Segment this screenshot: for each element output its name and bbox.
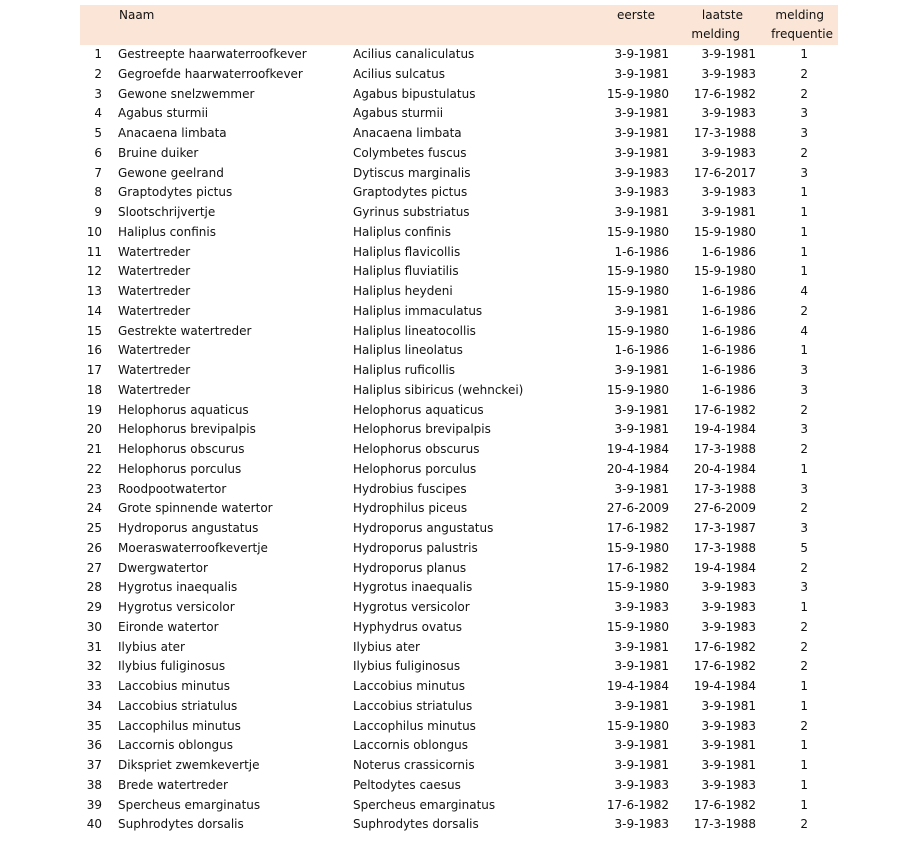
table-row	[80, 697, 838, 717]
report-frequency: 1	[800, 264, 808, 279]
table-row	[80, 776, 838, 796]
table-body	[80, 45, 838, 835]
common-name: Hygrotus versicolor	[118, 600, 235, 614]
scientific-name: Helophorus obscurus	[353, 442, 480, 456]
last-report-date: 15-9-1980	[693, 264, 756, 279]
row-number: 12	[86, 264, 102, 279]
last-report-date: 3-9-1983	[701, 185, 756, 200]
last-report-date: 3-9-1981	[701, 47, 756, 61]
first-report-date: 3-9-1981	[614, 639, 669, 654]
first-report-date: 3-9-1981	[614, 481, 669, 496]
table-row	[80, 65, 838, 85]
scientific-name: Gyrinus substriatus	[353, 205, 470, 219]
first-report-date: 3-9-1981	[614, 363, 669, 377]
table-row	[80, 539, 838, 559]
common-name: Gewone snelzwemmer	[118, 86, 255, 101]
scientific-name: Haliplus immaculatus	[353, 303, 483, 318]
first-report-date: 3-9-1981	[614, 145, 669, 160]
common-name: Watertreder	[118, 343, 191, 358]
report-frequency: 3	[800, 422, 808, 437]
row-number: 5	[94, 126, 102, 140]
table-row	[80, 638, 838, 658]
last-report-date: 3-9-1983	[701, 619, 756, 634]
row-number: 20	[86, 422, 102, 437]
common-name: Brede watertreder	[118, 777, 228, 792]
last-report-date: 3-9-1981	[701, 758, 756, 772]
report-frequency: 2	[800, 619, 808, 634]
common-name: Spercheus emarginatus	[118, 797, 261, 812]
report-frequency: 3	[800, 481, 808, 496]
row-number: 24	[86, 501, 102, 516]
scientific-name: Spercheus emarginatus	[353, 797, 496, 812]
first-report-date: 1-6-1986	[614, 343, 669, 358]
header-melding-2: melding	[775, 8, 824, 22]
report-frequency: 2	[800, 560, 808, 575]
row-number: 17	[86, 363, 102, 377]
common-name: Laccobius minutus	[118, 679, 230, 693]
report-frequency: 2	[800, 501, 808, 516]
last-report-date: 17-3-1988	[693, 540, 756, 555]
row-number: 14	[86, 303, 102, 318]
first-report-date: 17-6-1982	[606, 797, 669, 812]
first-report-date: 3-9-1983	[614, 600, 669, 614]
common-name: Hydroporus angustatus	[118, 521, 259, 535]
report-frequency: 2	[800, 303, 808, 318]
common-name: Ilybius ater	[118, 639, 185, 654]
row-number: 23	[86, 481, 102, 496]
row-number: 38	[86, 777, 102, 792]
table-row	[80, 262, 838, 282]
last-report-date: 3-9-1983	[701, 777, 756, 792]
common-name: Laccobius striatulus	[118, 698, 238, 713]
scientific-name: Suphrodytes dorsalis	[353, 817, 479, 832]
common-name: Slootschrijvertje	[118, 205, 216, 219]
scientific-name: Acilius sulcatus	[353, 66, 445, 81]
first-report-date: 3-9-1981	[614, 659, 669, 674]
last-report-date: 1-6-1986	[701, 303, 756, 318]
header-naam: Naam	[119, 8, 155, 22]
first-report-date: 15-9-1980	[606, 264, 669, 279]
common-name: Gestrekte watertreder	[118, 323, 252, 338]
table-row	[80, 322, 838, 342]
scientific-name: Laccobius minutus	[353, 679, 465, 693]
scientific-name: Hyphydrus ovatus	[353, 619, 463, 634]
row-number: 8	[94, 185, 102, 200]
report-frequency: 2	[800, 659, 808, 674]
first-report-date: 15-9-1980	[606, 284, 669, 298]
common-name: Gewone geelrand	[118, 165, 224, 180]
scientific-name: Haliplus lineatocollis	[353, 323, 476, 338]
report-frequency: 1	[800, 185, 808, 200]
table-row	[80, 519, 838, 539]
first-report-date: 15-9-1980	[606, 224, 669, 239]
last-report-date: 19-4-1984	[693, 422, 756, 437]
report-frequency: 2	[800, 817, 808, 832]
common-name: Anacaena limbata	[118, 126, 227, 140]
common-name: Watertreder	[118, 303, 191, 318]
common-name: Laccophilus minutus	[118, 718, 241, 733]
table-row	[80, 45, 838, 65]
table-row	[80, 104, 838, 124]
table-row	[80, 499, 838, 519]
scientific-name: Hydroporus planus	[353, 560, 467, 575]
report-frequency: 1	[800, 461, 808, 476]
report-frequency: 3	[800, 382, 808, 397]
header-frequentie: frequentie	[771, 27, 833, 41]
last-report-date: 1-6-1986	[701, 382, 756, 397]
scientific-name: Ilybius ater	[353, 639, 420, 654]
row-number: 2	[94, 66, 102, 81]
header-melding-1: melding	[691, 27, 740, 41]
report-frequency: 5	[800, 540, 808, 555]
last-report-date: 17-3-1988	[693, 126, 756, 140]
scientific-name: Agabus sturmii	[353, 106, 444, 121]
report-frequency: 1	[800, 738, 808, 753]
species-table	[80, 5, 838, 835]
row-number: 6	[94, 145, 102, 160]
last-report-date: 15-9-1980	[693, 224, 756, 239]
report-frequency: 4	[800, 284, 808, 298]
scientific-name: Haliplus ruficollis	[353, 363, 455, 377]
first-report-date: 19-4-1984	[606, 679, 669, 693]
table-row	[80, 144, 838, 164]
scientific-name: Dytiscus marginalis	[353, 165, 471, 180]
first-report-date: 15-9-1980	[606, 718, 669, 733]
last-report-date: 27-6-2009	[693, 501, 756, 516]
scientific-name: Peltodytes caesus	[353, 777, 461, 792]
table-row	[80, 578, 838, 598]
row-number: 7	[94, 165, 102, 180]
common-name: Watertreder	[118, 363, 191, 377]
report-frequency: 2	[800, 442, 808, 456]
first-report-date: 27-6-2009	[606, 501, 669, 516]
last-report-date: 3-9-1983	[701, 600, 756, 614]
common-name: Hygrotus inaequalis	[118, 580, 238, 595]
last-report-date: 17-6-1982	[693, 86, 756, 101]
common-name: Graptodytes pictus	[118, 185, 233, 200]
row-number: 22	[86, 461, 102, 476]
first-report-date: 15-9-1980	[606, 86, 669, 101]
last-report-date: 17-6-1982	[693, 402, 756, 417]
report-frequency: 2	[800, 145, 808, 160]
row-number: 16	[86, 343, 102, 358]
report-frequency: 1	[800, 343, 808, 358]
scientific-name: Acilius canaliculatus	[353, 47, 475, 61]
first-report-date: 15-9-1980	[606, 540, 669, 555]
first-report-date: 3-9-1983	[614, 165, 669, 180]
table-row	[80, 223, 838, 243]
scientific-name: Hygrotus inaequalis	[353, 580, 473, 595]
common-name: Haliplus confinis	[118, 224, 216, 239]
last-report-date: 1-6-1986	[701, 323, 756, 338]
common-name: Watertreder	[118, 244, 191, 259]
report-frequency: 1	[800, 224, 808, 239]
scientific-name: Laccophilus minutus	[353, 718, 476, 733]
first-report-date: 3-9-1981	[614, 106, 669, 121]
common-name: Eironde watertor	[118, 619, 219, 634]
last-report-date: 3-9-1981	[701, 205, 756, 219]
scientific-name: Haliplus flavicollis	[353, 244, 461, 259]
report-frequency: 1	[800, 205, 808, 219]
scientific-name: Laccobius striatulus	[353, 698, 473, 713]
common-name: Gegroefde haarwaterroofkever	[118, 66, 303, 81]
first-report-date: 20-4-1984	[606, 461, 669, 476]
first-report-date: 15-9-1980	[606, 619, 669, 634]
row-number: 34	[86, 698, 102, 713]
first-report-date: 17-6-1982	[606, 560, 669, 575]
row-number: 9	[94, 205, 102, 219]
common-name: Gestreepte haarwaterroofkever	[118, 47, 307, 61]
last-report-date: 19-4-1984	[693, 679, 756, 693]
row-number: 30	[86, 619, 102, 634]
scientific-name: Helophorus brevipalpis	[353, 422, 491, 437]
table-row	[80, 815, 838, 835]
report-frequency: 3	[800, 165, 808, 180]
first-report-date: 3-9-1981	[614, 47, 669, 61]
scientific-name: Agabus bipustulatus	[353, 86, 476, 101]
table-row	[80, 717, 838, 737]
row-number: 36	[86, 738, 102, 753]
row-number: 15	[86, 323, 102, 338]
common-name: Ilybius fuliginosus	[118, 659, 226, 674]
scientific-name: Graptodytes pictus	[353, 185, 468, 200]
common-name: Grote spinnende watertor	[118, 501, 273, 516]
first-report-date: 3-9-1983	[614, 185, 669, 200]
table-row	[80, 677, 838, 697]
last-report-date: 17-6-1982	[693, 639, 756, 654]
first-report-date: 3-9-1981	[614, 402, 669, 417]
first-report-date: 17-6-1982	[606, 521, 669, 535]
common-name: Suphrodytes dorsalis	[118, 817, 244, 832]
row-number: 27	[86, 560, 102, 575]
last-report-date: 17-6-1982	[693, 659, 756, 674]
report-frequency: 2	[800, 86, 808, 101]
row-number: 19	[86, 402, 102, 417]
common-name: Watertreder	[118, 382, 191, 397]
common-name: Helophorus obscurus	[118, 442, 245, 456]
last-report-date: 1-6-1986	[701, 244, 756, 259]
table-row	[80, 243, 838, 263]
row-number: 26	[86, 540, 102, 555]
table-row	[80, 341, 838, 361]
first-report-date: 3-9-1981	[614, 738, 669, 753]
table-row	[80, 282, 838, 302]
scientific-name: Hydrophilus piceus	[353, 501, 468, 516]
scientific-name: Hydroporus angustatus	[353, 521, 494, 535]
table-row	[80, 559, 838, 579]
last-report-date: 17-6-1982	[693, 797, 756, 812]
first-report-date: 3-9-1981	[614, 698, 669, 713]
last-report-date: 1-6-1986	[701, 363, 756, 377]
first-report-date: 3-9-1983	[614, 817, 669, 832]
common-name: Dikspriet zwemkevertje	[118, 758, 260, 772]
common-name: Helophorus aquaticus	[118, 402, 249, 417]
common-name: Moeraswaterroofkevertje	[118, 540, 268, 555]
row-number: 10	[86, 224, 102, 239]
first-report-date: 3-9-1981	[614, 758, 669, 772]
row-number: 29	[86, 600, 102, 614]
scientific-name: Haliplus heydeni	[353, 284, 453, 298]
table-row	[80, 183, 838, 203]
common-name: Helophorus brevipalpis	[118, 422, 256, 437]
table-row	[80, 598, 838, 618]
report-frequency: 2	[800, 402, 808, 417]
scientific-name: Hydrobius fuscipes	[353, 481, 467, 496]
report-frequency: 3	[800, 126, 808, 140]
table-row	[80, 657, 838, 677]
table-row	[80, 302, 838, 322]
last-report-date: 17-3-1988	[693, 481, 756, 496]
row-number: 1	[94, 47, 102, 61]
scientific-name: Helophorus aquaticus	[353, 402, 484, 417]
report-frequency: 1	[800, 679, 808, 693]
last-report-date: 17-3-1987	[693, 521, 756, 535]
common-name: Dwergwatertor	[118, 560, 208, 575]
row-number: 32	[86, 659, 102, 674]
report-frequency: 1	[800, 600, 808, 614]
table-row	[80, 164, 838, 184]
table-row	[80, 381, 838, 401]
scientific-name: Haliplus lineolatus	[353, 343, 463, 358]
report-frequency: 1	[800, 777, 808, 792]
report-frequency: 2	[800, 66, 808, 81]
report-frequency: 3	[800, 363, 808, 377]
first-report-date: 19-4-1984	[606, 442, 669, 456]
common-name: Watertreder	[118, 284, 191, 298]
common-name: Agabus sturmii	[118, 106, 209, 121]
table-row	[80, 796, 838, 816]
scientific-name: Haliplus fluviatilis	[353, 264, 459, 279]
last-report-date: 3-9-1983	[701, 66, 756, 81]
table-row	[80, 124, 838, 144]
common-name: Bruine duiker	[118, 145, 199, 160]
last-report-date: 1-6-1986	[701, 343, 756, 358]
row-number: 13	[86, 284, 102, 298]
report-frequency: 1	[800, 797, 808, 812]
scientific-name: Ilybius fuliginosus	[353, 659, 461, 674]
table-header	[80, 5, 838, 45]
table-row	[80, 85, 838, 105]
report-frequency: 2	[800, 718, 808, 733]
report-frequency: 3	[800, 521, 808, 535]
table-row	[80, 203, 838, 223]
report-frequency: 4	[800, 323, 808, 338]
first-report-date: 15-9-1980	[606, 323, 669, 338]
report-frequency: 1	[800, 758, 808, 772]
report-frequency: 1	[800, 47, 808, 61]
row-number: 35	[86, 718, 102, 733]
first-report-date: 3-9-1981	[614, 66, 669, 81]
table-row	[80, 401, 838, 421]
row-number: 21	[86, 442, 102, 456]
common-name: Roodpootwatertor	[118, 481, 227, 496]
last-report-date: 1-6-1986	[701, 284, 756, 298]
row-number: 11	[86, 244, 102, 259]
first-report-date: 15-9-1980	[606, 382, 669, 397]
scientific-name: Colymbetes fuscus	[353, 145, 467, 160]
first-report-date: 3-9-1981	[614, 126, 669, 140]
first-report-date: 3-9-1981	[614, 205, 669, 219]
last-report-date: 3-9-1983	[701, 580, 756, 595]
table-row	[80, 618, 838, 638]
scientific-name: Haliplus sibiricus (wehnckei)	[353, 382, 524, 397]
last-report-date: 3-9-1981	[701, 738, 756, 753]
table-row	[80, 480, 838, 500]
common-name: Watertreder	[118, 264, 191, 279]
first-report-date: 3-9-1981	[614, 422, 669, 437]
scientific-name: Anacaena limbata	[353, 126, 462, 140]
table-row	[80, 460, 838, 480]
common-name: Laccornis oblongus	[118, 738, 234, 753]
last-report-date: 17-3-1988	[693, 442, 756, 456]
report-frequency: 3	[800, 106, 808, 121]
last-report-date: 3-9-1983	[701, 718, 756, 733]
header-eerste: eerste	[616, 8, 655, 22]
report-frequency: 3	[800, 580, 808, 595]
scientific-name: Hygrotus versicolor	[353, 600, 470, 614]
row-number: 25	[86, 521, 102, 535]
row-number: 3	[94, 86, 102, 101]
common-name: Helophorus porculus	[118, 461, 242, 476]
first-report-date: 1-6-1986	[614, 244, 669, 259]
scientific-name: Noterus crassicornis	[353, 758, 475, 772]
row-number: 31	[86, 639, 102, 654]
table-row	[80, 736, 838, 756]
row-number: 4	[94, 106, 102, 121]
last-report-date: 3-9-1983	[701, 145, 756, 160]
table-row	[80, 420, 838, 440]
row-number: 33	[86, 679, 102, 693]
row-number: 39	[86, 797, 102, 812]
row-number: 18	[86, 382, 102, 397]
last-report-date: 3-9-1981	[701, 698, 756, 713]
report-frequency: 1	[800, 698, 808, 713]
last-report-date: 17-3-1988	[693, 817, 756, 832]
table-row	[80, 361, 838, 381]
scientific-name: Laccornis oblongus	[353, 738, 469, 753]
first-report-date: 15-9-1980	[606, 580, 669, 595]
first-report-date: 3-9-1983	[614, 777, 669, 792]
scientific-name: Hydroporus palustris	[353, 540, 478, 555]
report-frequency: 1	[800, 244, 808, 259]
table-row	[80, 756, 838, 776]
header-laatste: laatste	[701, 8, 743, 22]
last-report-date: 20-4-1984	[693, 461, 756, 476]
last-report-date: 17-6-2017	[693, 165, 756, 180]
scientific-name: Haliplus confinis	[353, 224, 451, 239]
table-row	[80, 440, 838, 460]
report-frequency: 2	[800, 639, 808, 654]
row-number: 40	[86, 817, 102, 832]
scientific-name: Helophorus porculus	[353, 461, 477, 476]
last-report-date: 3-9-1983	[701, 106, 756, 121]
row-number: 28	[86, 580, 102, 595]
first-report-date: 3-9-1981	[614, 303, 669, 318]
row-number: 37	[86, 758, 102, 772]
last-report-date: 19-4-1984	[693, 560, 756, 575]
